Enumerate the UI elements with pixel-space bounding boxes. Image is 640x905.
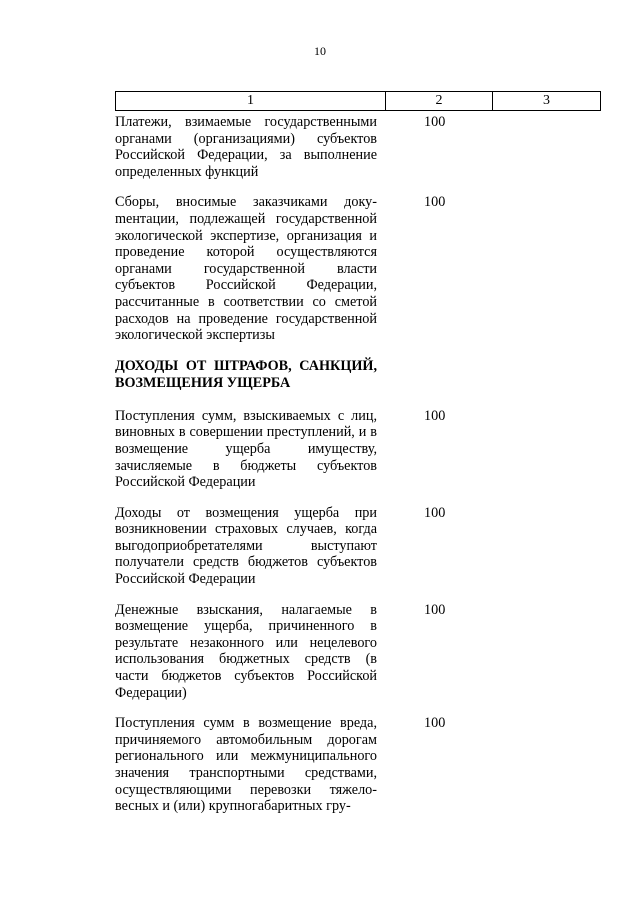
row-value: 100: [424, 601, 446, 618]
row-name: Поступления сумм, взыскиваемых с лиц, виновных в совершении преступлений, и в возмещение ущерба имуществу, зачисляемые в бюджеты субъектов Российской Федерации: [115, 407, 377, 491]
table-row: [115, 114, 601, 180]
row-value: 100: [424, 504, 446, 521]
table-header: [115, 91, 601, 111]
table-row: [115, 602, 601, 702]
section-heading: ДОХОДЫ ОТ ШТРАФОВ, САНКЦИЙ, ВОЗМЕЩЕНИЯ УЩЕРБА: [115, 357, 377, 391]
page-number: 10: [314, 44, 326, 58]
row-value: 100: [424, 114, 446, 130]
row-value: 100: [424, 407, 446, 424]
table-body: [115, 114, 601, 829]
table-header-col-2: 2: [386, 92, 493, 110]
table-row: [115, 408, 601, 491]
table-header-col-1: 1: [116, 92, 386, 110]
table-header-col-3: 3: [543, 93, 550, 108]
table-row: [115, 194, 601, 343]
row-value: 100: [424, 194, 446, 211]
table-row: [115, 715, 601, 815]
table-row: [115, 505, 601, 588]
row-name: Сборы, вносимые заказчиками докуmентации, подлежащей государственной экологической экспертизе, организация и проведение которой осуществляются органами государственной власти субъектов Российской Федерации, рассчитанные в соответствии со сметой расходов на проведение государственной экологической экспертизы: [115, 194, 377, 344]
row-name: Денежные взыскания, налагаемые в возмещение ущерба, причиненного в результате незаконного или нецелевого использования бюджетных средств (в части бюджетов субъектов Российской Федерации): [115, 601, 377, 701]
row-name: Платежи, взимаемые государственными органами (организациями) субъектов Российской Федерации, за выполнение определенных функций: [115, 114, 377, 180]
row-name: Поступления сумм в возмещение вреда, причиняемого автомобильным дорогам регионального или межмуниципального значения транспортными средствами, осуществляющими перевозки тяжеловесных и (или) крупногабаритных гру-: [115, 715, 377, 815]
row-name: Доходы от возмещения ущерба при возникновении страховых случаев, когда выгодоприобретателями выступают получатели средств бюджетов субъектов Российской Федерации: [115, 504, 377, 588]
row-value: 100: [424, 715, 446, 732]
